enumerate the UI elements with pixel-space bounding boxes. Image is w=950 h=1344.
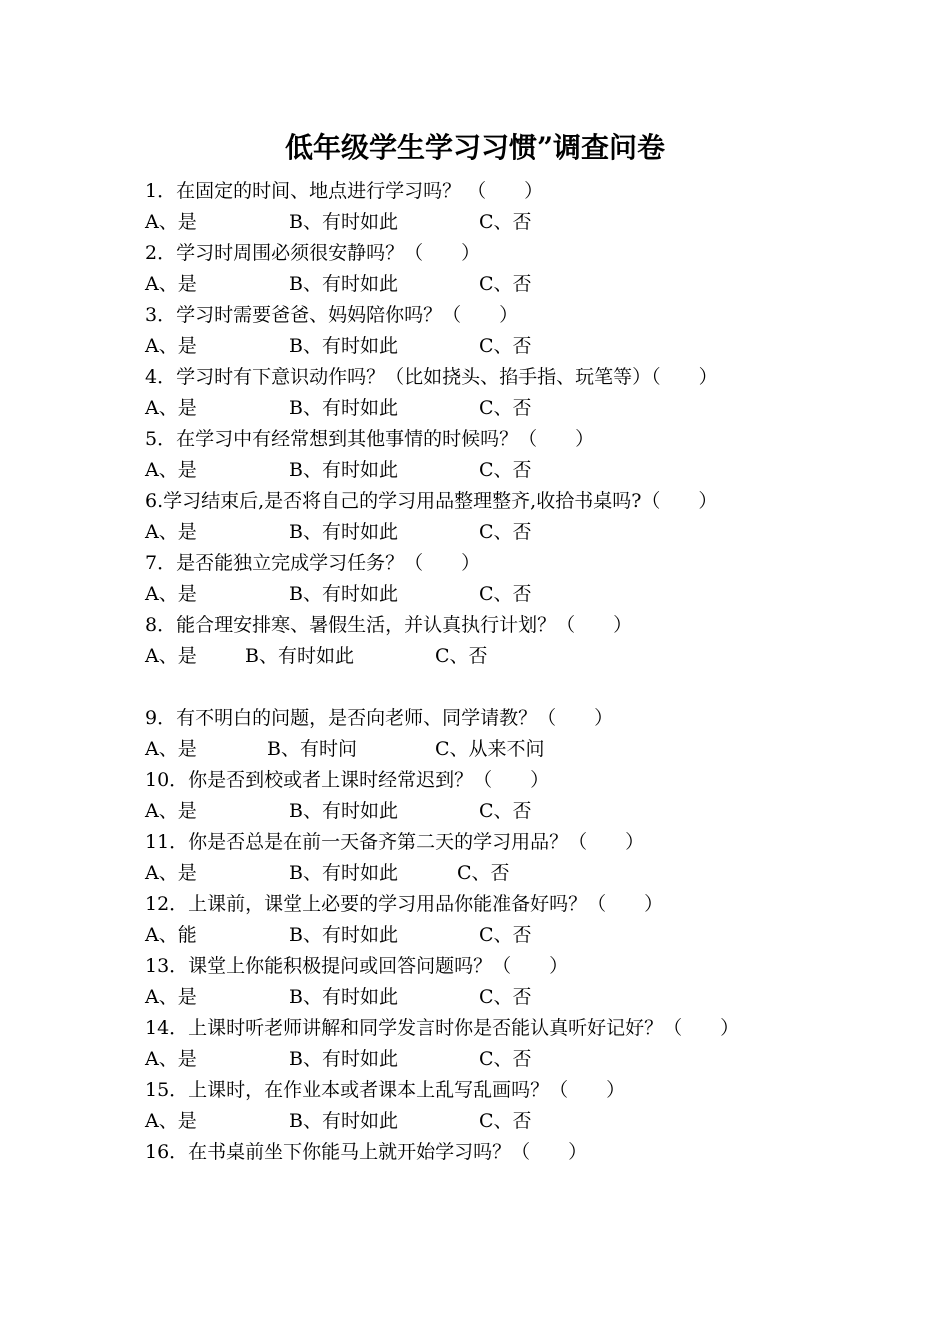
- option-c: C、否: [479, 397, 532, 419]
- question-9: 9．有不明白的问题，是否向老师、同学请教？（ ）: [145, 707, 614, 729]
- option-b: B、有时如此: [289, 521, 398, 543]
- document-title: 低年级学生学习习惯”调查问卷: [284, 131, 666, 164]
- question-10: 10．你是否到校或者上课时经常迟到？（ ）: [145, 769, 550, 791]
- question-11: 11．你是否总是在前一天备齐第二天的学习用品？（ ）: [145, 831, 645, 853]
- option-b: B、有时如此: [289, 211, 398, 233]
- option-c: C、否: [479, 583, 532, 605]
- options-2: [145, 269, 805, 300]
- question-4: 4．学习时有下意识动作吗？（比如挠头、掐手指、玩笔等）（ ）: [145, 366, 718, 388]
- option-a: A、是: [145, 397, 197, 419]
- option-a: A、是: [145, 583, 197, 605]
- option-b: B、有时如此: [289, 862, 398, 884]
- question-3: 3．学习时需要爸爸、妈妈陪你吗？（ ）: [145, 304, 519, 326]
- option-b: B、有时如此: [289, 459, 398, 481]
- blank-line: [145, 672, 805, 703]
- option-b: B、有时如此: [289, 800, 398, 822]
- options-3: [145, 331, 805, 362]
- option-b: B、有时如此: [289, 986, 398, 1008]
- option-c: C、否: [479, 1048, 532, 1070]
- option-c: C、否: [435, 645, 488, 667]
- option-c: C、否: [479, 459, 532, 481]
- option-c: C、否: [479, 273, 532, 295]
- option-a: A、是: [145, 521, 197, 543]
- question-14: 14．上课时听老师讲解和同学发言时你是否能认真听好记好？（ ）: [145, 1017, 740, 1039]
- option-b: B、有时如此: [289, 1110, 398, 1132]
- options-12: [145, 920, 805, 951]
- options-14: [145, 1044, 805, 1075]
- options-13: [145, 982, 805, 1013]
- option-c: C、否: [479, 1110, 532, 1132]
- option-a: A、是: [145, 986, 197, 1008]
- option-c: C、否: [479, 986, 532, 1008]
- option-b: B、有时如此: [289, 335, 398, 357]
- option-a: A、是: [145, 738, 197, 760]
- option-c: C、否: [479, 335, 532, 357]
- options-9: [145, 734, 805, 765]
- option-b: B、有时如此: [289, 397, 398, 419]
- question-list: [145, 176, 805, 1168]
- option-c: C、否: [457, 862, 510, 884]
- question-2: 2．学习时周围必须很安静吗？（ ）: [145, 242, 481, 264]
- option-a: A、是: [145, 273, 197, 295]
- option-a: A、是: [145, 459, 197, 481]
- option-c: C、否: [479, 521, 532, 543]
- options-7: [145, 579, 805, 610]
- option-a: A、是: [145, 1110, 197, 1132]
- option-a: A、是: [145, 211, 197, 233]
- option-b: B、有时如此: [289, 1048, 398, 1070]
- question-7: 7．是否能独立完成学习任务？（ ）: [145, 552, 481, 574]
- options-1: [145, 207, 805, 238]
- option-b: B、有时如此: [289, 273, 398, 295]
- question-5: 5．在学习中有经常想到其他事情的时候吗？（ ）: [145, 428, 595, 450]
- option-a: A、是: [145, 645, 197, 667]
- option-a: A、是: [145, 862, 197, 884]
- question-13: 13．课堂上你能积极提问或回答问题吗？（ ）: [145, 955, 569, 977]
- question-1: 1．在固定的时间、地点进行学习吗？ （ ）: [145, 180, 544, 202]
- option-c: C、否: [479, 924, 532, 946]
- option-b: B、有时如此: [245, 645, 354, 667]
- options-6: [145, 517, 805, 548]
- option-c: C、否: [479, 800, 532, 822]
- question-8: 8．能合理安排寒、暑假生活，并认真执行计划？（ ）: [145, 614, 633, 636]
- question-12: 12．上课前，课堂上必要的学习用品你能准备好吗？（ ）: [145, 893, 664, 915]
- options-4: [145, 393, 805, 424]
- options-15: [145, 1106, 805, 1137]
- option-b: B、有时如此: [289, 583, 398, 605]
- option-a: A、是: [145, 1048, 197, 1070]
- question-15: 15．上课时，在作业本或者课本上乱写乱画吗？（ ）: [145, 1079, 626, 1101]
- option-a: A、是: [145, 800, 197, 822]
- options-8: [145, 641, 805, 672]
- option-a: A、能: [145, 924, 197, 946]
- option-c: C、从来不问: [435, 738, 545, 760]
- options-11: [145, 858, 805, 889]
- options-5: [145, 455, 805, 486]
- question-16: 16．在书桌前坐下你能马上就开始学习吗？（ ）: [145, 1141, 588, 1163]
- question-6: 6.学习结束后,是否将自己的学习用品整理整齐,收拾书桌吗?（ ）: [145, 490, 718, 512]
- option-b: B、有时如此: [289, 924, 398, 946]
- option-b: B、有时问: [267, 738, 357, 760]
- option-c: C、否: [479, 211, 532, 233]
- options-10: [145, 796, 805, 827]
- option-a: A、是: [145, 335, 197, 357]
